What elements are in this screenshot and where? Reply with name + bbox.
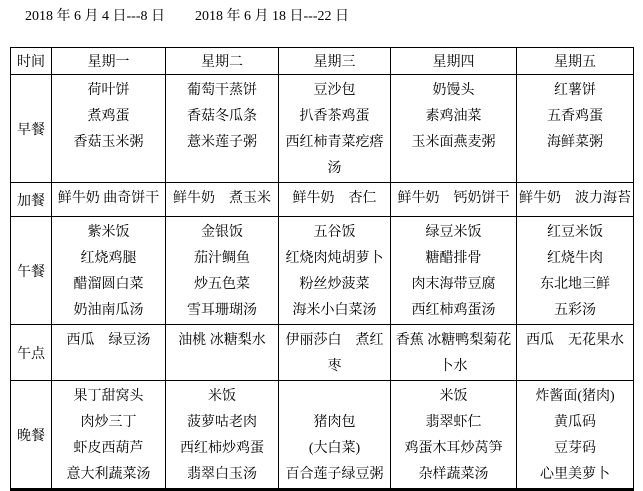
cell-breakfast-tuesday [166, 75, 279, 183]
menu-item-line: 香蕉 冰糖鸭梨菊花 [395, 333, 512, 348]
menu-item-line: 鲜牛奶 杏仁 [292, 191, 377, 206]
column-header-tuesday: 星期二 [166, 48, 279, 75]
cell-morning-snack-wednesday [279, 183, 391, 217]
row-morning-snack [11, 183, 634, 217]
menu-item-line: 红烧鸡腿 [80, 251, 137, 266]
menu-item-line: 西瓜 无花果水 [526, 333, 624, 348]
row-breakfast [11, 75, 634, 183]
menu-item-line: 绿豆米饭 [425, 225, 482, 240]
cell-morning-snack-tuesday [166, 183, 279, 217]
menu-item-line: 心里美萝卜 [540, 467, 610, 482]
menu-item-line: 东北地三鲜 [540, 277, 610, 292]
meal-schedule-page [0, 8, 643, 491]
cell-dinner-monday [52, 381, 166, 490]
menu-item-line: 菠萝咕老肉 [187, 415, 257, 430]
menu-item-line: 翡翠白玉汤 [187, 467, 257, 482]
menu-item-line: 西红柿青菜疙瘩汤 [285, 135, 384, 176]
menu-item-line: 香菇玉米粥 [73, 135, 144, 150]
menu-item-line: 杂样蔬菜汤 [418, 467, 489, 482]
menu-item-line: 雪耳珊瑚汤 [187, 303, 257, 318]
menu-item-line: 葡萄干蒸饼 [187, 83, 257, 98]
date-range-first-week: 2018 年 6 月 4 日---8 日 [25, 9, 165, 24]
cell-dinner-friday [517, 381, 634, 490]
menu-item-line: 鲜牛奶 钙奶饼干 [397, 191, 510, 206]
menu-item-line: 香菇冬瓜条 [187, 109, 257, 124]
menu-item-line: 金银饭 [201, 225, 243, 240]
cell-morning-snack-monday [52, 183, 166, 217]
menu-item-line: 红豆米饭 [547, 225, 603, 240]
cell-breakfast-wednesday [279, 75, 391, 183]
menu-item-line: 鲜牛奶 煮玉米 [173, 191, 271, 206]
cell-dinner-tuesday [166, 381, 279, 490]
row-label-morning-snack: 加餐 [11, 183, 52, 217]
menu-item-line: 醋溜圆白菜 [73, 277, 144, 292]
menu-item-line: 素鸡油菜 [425, 109, 482, 124]
column-header-thursday: 星期四 [391, 48, 517, 75]
menu-item-line: 猪肉包 [313, 415, 356, 430]
menu-item-line: 西红柿炒鸡蛋 [180, 441, 264, 456]
cell-breakfast-thursday [391, 75, 517, 183]
menu-item-line: 海米小白菜汤 [292, 303, 377, 318]
row-label-breakfast: 早餐 [11, 75, 52, 183]
menu-item-line: 意大利蔬菜汤 [66, 467, 151, 482]
menu-item-line: 豆芽码 [554, 441, 596, 456]
date-range-second-week: 2018 年 6 月 18 日---22 日 [195, 9, 349, 24]
cell-afternoon-snack-thursday [391, 325, 517, 381]
menu-item-line: 炒五色菜 [194, 277, 250, 292]
row-afternoon-snack [11, 325, 634, 381]
cell-lunch-thursday [391, 217, 517, 325]
menu-item-line: 海鲜菜粥 [547, 135, 603, 150]
weekly-menu-table [10, 47, 634, 491]
menu-item-line: 黄瓜码 [554, 415, 596, 430]
date-header [25, 8, 643, 26]
column-header-monday: 星期一 [52, 48, 166, 75]
menu-item-line: 茄汁鲷鱼 [194, 251, 250, 266]
menu-item-line: 红烧肉炖胡萝卜 [285, 251, 384, 266]
row-label-dinner: 晚餐 [11, 381, 52, 490]
menu-item-line: 红烧牛肉 [547, 251, 603, 266]
cell-morning-snack-friday [517, 183, 634, 217]
cell-lunch-friday [517, 217, 634, 325]
menu-item-line: 紫米饭 [87, 225, 130, 240]
menu-item-line: 米饭 [208, 389, 236, 404]
menu-item-line: 红薯饼 [554, 83, 596, 98]
header-row [11, 48, 634, 75]
menu-item-line: 糖醋排骨 [425, 251, 482, 266]
menu-item-line: 五谷饭 [313, 225, 356, 240]
menu-item-line: 果丁甜窝头 [73, 389, 144, 404]
menu-item-line: 煮鸡蛋 [87, 109, 130, 124]
menu-item-line: 卜水 [439, 359, 468, 374]
menu-item-line: 油桃 冰糖梨水 [178, 333, 266, 348]
menu-item-line: 豆沙包 [313, 83, 356, 98]
menu-item-line: 炸酱面(猪肉) [535, 389, 615, 404]
row-label-afternoon-snack: 午点 [11, 325, 52, 381]
menu-item-line: 西瓜 绿豆汤 [66, 333, 151, 348]
row-lunch [11, 217, 634, 325]
column-header-wednesday: 星期三 [279, 48, 391, 75]
cell-afternoon-snack-monday [52, 325, 166, 381]
cell-breakfast-monday [52, 75, 166, 183]
cell-afternoon-snack-tuesday [166, 325, 279, 381]
menu-item-line: 奶油南瓜汤 [73, 303, 144, 318]
menu-item-line: 荷叶饼 [87, 83, 130, 98]
menu-item-line: 五彩汤 [554, 303, 596, 318]
column-header-friday: 星期五 [517, 48, 634, 75]
menu-item-line: (大白菜) [308, 441, 361, 456]
row-label-lunch: 午餐 [11, 217, 52, 325]
menu-item-line: 玉米面燕麦粥 [411, 135, 496, 150]
menu-item-line: 鲜牛奶 波力海苔 [519, 191, 631, 206]
menu-item-line: 粉丝炒菠菜 [299, 277, 370, 292]
cell-afternoon-snack-wednesday [279, 325, 391, 381]
menu-item-line: 五香鸡蛋 [547, 109, 603, 124]
menu-item-line: 肉末海带豆腐 [411, 277, 496, 292]
cell-lunch-monday [52, 217, 166, 325]
column-header-time: 时间 [11, 48, 52, 75]
menu-item-line: 鸡蛋木耳炒莴笋 [404, 441, 503, 456]
menu-item-line: 肉炒三丁 [80, 415, 137, 430]
cell-morning-snack-thursday [391, 183, 517, 217]
menu-item-line: 米饭 [439, 389, 468, 404]
menu-item-line: 扒香茶鸡蛋 [299, 109, 370, 124]
menu-item-line: 虾皮西葫芦 [73, 441, 144, 456]
cell-afternoon-snack-friday [517, 325, 634, 381]
cell-dinner-thursday [391, 381, 517, 490]
row-dinner [11, 381, 634, 490]
menu-item-line: 薏米莲子粥 [187, 135, 257, 150]
menu-item-line: 西红柿鸡蛋汤 [411, 303, 496, 318]
menu-item-line: 百合莲子绿豆粥 [285, 467, 384, 482]
menu-item-line [279, 384, 390, 410]
cell-breakfast-friday [517, 75, 634, 183]
cell-lunch-wednesday [279, 217, 391, 325]
cell-dinner-wednesday [279, 381, 391, 490]
menu-item-line: 奶馒头 [432, 83, 475, 98]
cell-lunch-tuesday [166, 217, 279, 325]
menu-item-line: 伊丽莎白 煮红枣 [285, 333, 384, 374]
menu-item-line: 翡翠虾仁 [425, 415, 482, 430]
menu-item-line: 鲜牛奶 曲奇饼干 [57, 191, 160, 206]
